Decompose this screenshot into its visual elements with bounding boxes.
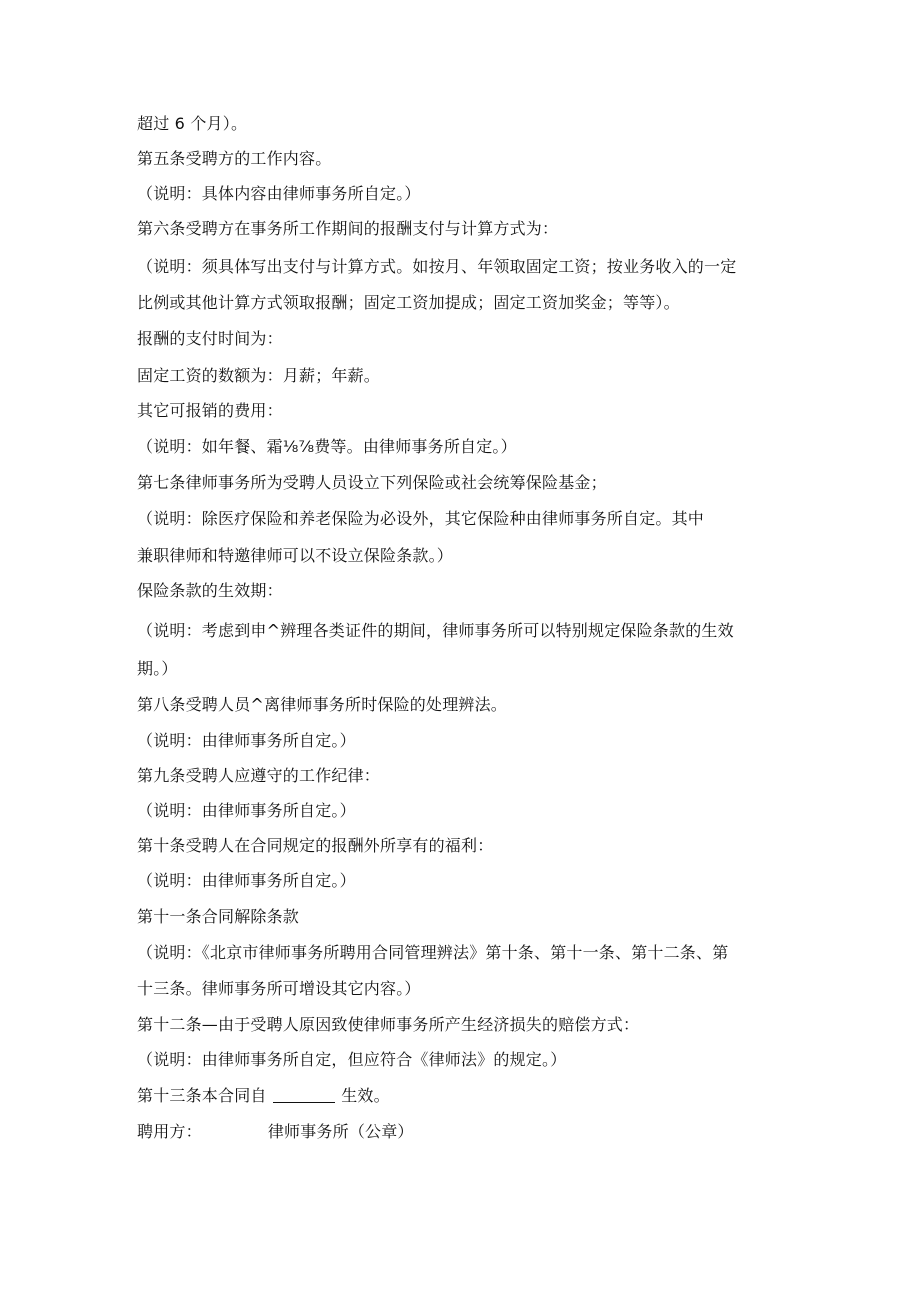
article-7: 第七条律师事务所为受聘人员设立下列保险或社会统筹保险基金； xyxy=(137,473,607,492)
text-line: 兼职律师和特邀律师可以不设立保险条款。） xyxy=(137,546,454,565)
text-line: 十三条。律师事务所可增设其它内容。） xyxy=(137,979,421,998)
note-line: （说明：除医疗保险和养老保险为必设外，其它保险种由律师事务所自定。其中 xyxy=(137,509,705,528)
text-line: 期。） xyxy=(137,659,178,678)
note-line: （说明：具体内容由律师事务所自定。） xyxy=(137,184,421,203)
article-6: 第六条受聘方在事务所工作期间的报酬支付与计算方式为： xyxy=(137,219,559,238)
text-line: 超过 6 个月）。 xyxy=(137,114,248,133)
note-line: （说明：由律师事务所自定。） xyxy=(137,801,356,820)
note-line: （说明：《北京市律师事务所聘用合同管理辨法》第十条、第十一条、第十二条、第 xyxy=(137,943,729,962)
signature-value: 律师事务所（公章） xyxy=(267,1122,414,1141)
signature-label: 聘用方： xyxy=(137,1122,202,1141)
note-line: （说明：考虑到申^辨理各类证件的期间，律师事务所可以特别规定保险条款的生效 xyxy=(137,621,734,640)
effective-date-blank xyxy=(273,1086,335,1103)
article-11: 第十一条合同解除条款 xyxy=(137,907,300,926)
note-line: （说明：由律师事务所自定。） xyxy=(137,731,356,750)
text-line: 报酬的支付时间为： xyxy=(137,329,283,348)
text-line: 其它可报销的费用： xyxy=(137,401,283,420)
note-line: （说明：如年餐、霜⅛⅞费等。由律师事务所自定。） xyxy=(137,437,517,456)
text-line: 固定工资的数额为：月薪；年薪。 xyxy=(137,366,381,385)
signature-line xyxy=(137,1121,787,1143)
effective-clause-suffix: 生效。 xyxy=(341,1086,390,1105)
article-12: 第十二条—由于受聘人原因致使律师事务所产生经济损失的赔偿方式： xyxy=(137,1015,640,1034)
article-5: 第五条受聘方的工作内容。 xyxy=(137,149,332,168)
article-10: 第十条受聘人在合同规定的报酬外所享有的福利： xyxy=(137,836,494,855)
article-9: 第九条受聘人应遵守的工作纪律： xyxy=(137,766,381,785)
note-line: （说明：须具体写出支付与计算方式。如按月、年领取固定工资；按业务收入的一定 xyxy=(137,257,737,276)
note-line: （说明：由律师事务所自定。） xyxy=(137,871,356,890)
text-line: 比例或其他计算方式领取报酬；固定工资加提成；固定工资加奖金；等等）。 xyxy=(137,293,680,312)
effective-clause-prefix: 第十三条本合同自 xyxy=(137,1086,267,1105)
text-line: 保险条款的生效期： xyxy=(137,581,283,600)
article-8: 第八条受聘人员^离律师事务所时保险的处理辨法。 xyxy=(137,695,508,714)
article-13 xyxy=(137,1085,787,1107)
note-line: （说明：由律师事务所自定，但应符合《律师法》的规定。） xyxy=(137,1050,567,1069)
